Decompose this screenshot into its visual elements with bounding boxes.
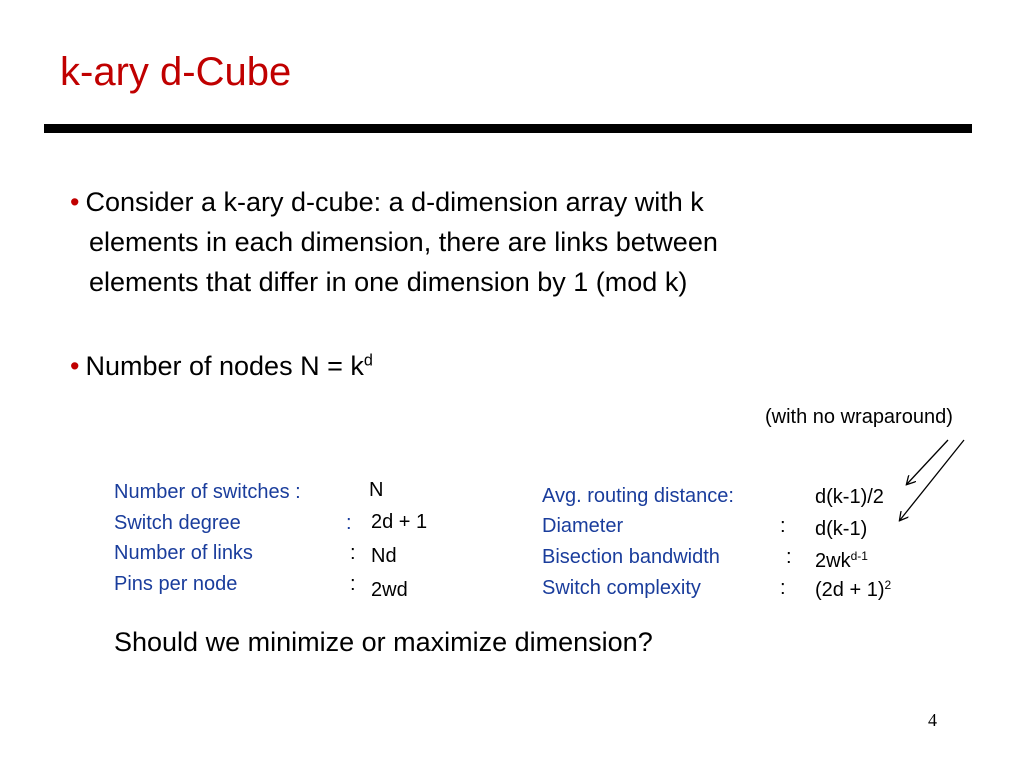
dimension-question: Should we minimize or maximize dimension?	[114, 627, 653, 657]
bullet-marker: •	[70, 351, 80, 381]
arrow-to-diameter	[900, 440, 964, 520]
value-avg-routing-distance: d(k-1)/2	[815, 486, 884, 508]
bullet1-line1: Consider a k-ary d-cube: a d-dimension array with k	[85, 187, 704, 217]
bullet-number-of-nodes	[70, 346, 373, 386]
label-number-of-links: Number of links	[114, 542, 253, 564]
colon: :	[780, 515, 786, 537]
complexity-base: (2d + 1)	[815, 579, 885, 601]
slide-title: k-ary d-Cube	[60, 50, 292, 94]
wraparound-note: (with no wraparound)	[765, 406, 953, 428]
bullet-kary-definition	[70, 182, 930, 302]
value-switch-complexity	[815, 577, 892, 601]
label-avg-routing-distance: Avg. routing distance:	[542, 485, 734, 507]
value-number-of-links: Nd	[371, 545, 397, 567]
label-bisection-bandwidth: Bisection bandwidth	[542, 546, 720, 568]
complexity-exponent: 2	[884, 577, 892, 592]
value-pins-per-node: 2wd	[371, 579, 408, 601]
colon: :	[346, 512, 352, 534]
bullet1-line3: elements that differ in one dimension by 1 (mod k)	[89, 267, 688, 297]
colon: :	[786, 546, 792, 568]
value-diameter: d(k-1)	[815, 518, 868, 540]
bullet2-exponent: d	[363, 351, 373, 370]
bullet2-text: Number of nodes N = k	[85, 351, 364, 381]
bullet-marker: •	[70, 187, 80, 217]
colon: :	[780, 577, 786, 599]
bisection-base: 2wk	[815, 550, 851, 572]
label-diameter: Diameter	[542, 515, 624, 537]
colon: :	[350, 542, 356, 564]
value-switch-degree: 2d + 1	[371, 511, 428, 533]
arrow-to-avg-distance	[907, 440, 948, 484]
colon: :	[350, 573, 356, 595]
value-bisection-bandwidth	[815, 548, 868, 572]
label-switch-degree: Switch degree	[114, 512, 241, 534]
label-switch-complexity: Switch complexity	[542, 577, 701, 599]
label-pins-per-node: Pins per node	[114, 573, 238, 595]
bisection-exponent: d-1	[850, 548, 868, 563]
page-number: 4	[928, 710, 937, 730]
title-divider	[44, 124, 972, 133]
bullet1-line2: elements in each dimension, there are links between	[89, 227, 718, 257]
value-number-of-switches: N	[369, 479, 384, 501]
label-number-of-switches: Number of switches :	[114, 481, 301, 503]
